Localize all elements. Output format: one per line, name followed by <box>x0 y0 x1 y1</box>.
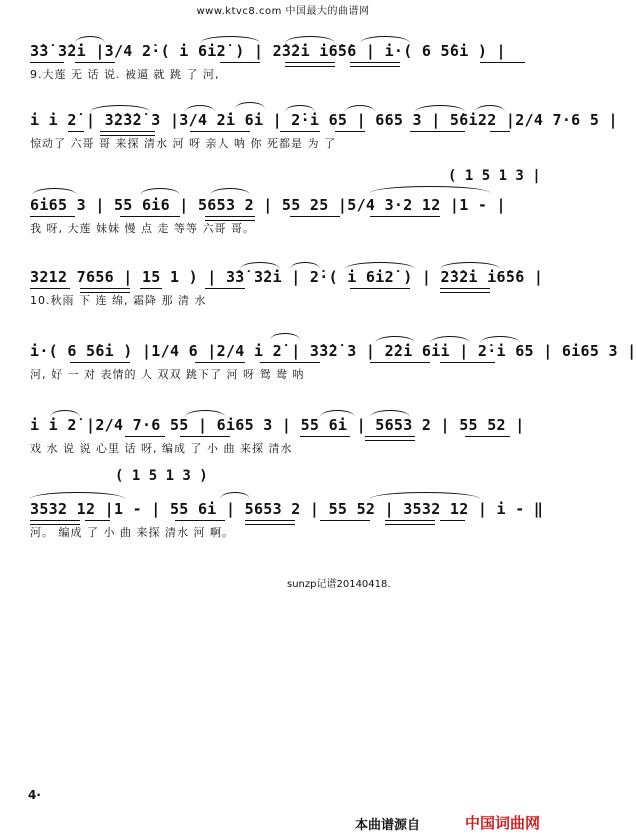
lyrics-line: 我 呀, 大莲 妹妹 慢 点 走 等等 六哥 哥。 <box>30 222 255 235</box>
notation-line: i i 2̇ | 3̇2̇3̇2̇ 3 |3/4 2̇i 6i | 2̇·i 65 | 665 3 | 5̇6i22 |2/4 7·6 5 | <box>30 111 618 129</box>
parenthetical-notes: ( 1 5 1 3 | <box>448 168 541 184</box>
site-header: www.ktvc8.com 中国最大的曲谱网 <box>196 6 370 17</box>
notation-line: i i 2̇ |2/4 7·6 55 | 6i65 3 | 55 6i | 5653 2 | 55 52 | <box>30 416 525 434</box>
lyrics-line: 惊动了 六哥 哥 来探 清水 河 呀 亲人 呐 你 死都是 为 了 <box>30 137 336 150</box>
footer-brand-link[interactable]: 中国词曲网 <box>465 814 541 832</box>
lyrics-line: 河, 好 一 对 表情的 人 双双 跳下了 河 呀 鸳 鸯 呐 <box>30 368 305 381</box>
notation-line: 6i65 3 | 55 6i6 | 5653 2 | 55 25 |5/4 3·2 12 |1 - | <box>30 196 506 214</box>
footer-source-label: 本曲谱源自 <box>355 818 421 833</box>
transcriber-credit: sunzp记谱20140418. <box>287 579 391 590</box>
notation-line: 3532 12 |1 - | 55 6i | 5653 2 | 55 52 | 3532 12 | i - ‖ <box>30 500 544 518</box>
page-number: 4· <box>28 788 41 802</box>
lyrics-line: 10.秋雨 下 连 绵, 霜降 那 清 水 <box>30 294 207 307</box>
notation-line: 3212 7656 | 15 1 ) | 3̇3̇ 3̇2̇i | 2̇·( i 6i2̇ ) | 2̇3̇2̇i i6̇5̇6 | <box>30 268 544 286</box>
lyrics-line: 河。 编成 了 小 曲 来探 清水 河 啊。 <box>30 526 234 539</box>
notation-line: 3̇3̇ 3̇2̇i |3/4 2̇·( i 6i2̇ ) | 2̇3̇2̇i i6̇5̇6 | i·( 6 5̇6i ) | <box>30 42 506 60</box>
lyrics-line: 戏 水 说 说 心里 话 呀, 编成 了 小 曲 来探 清水 <box>30 442 293 455</box>
parenthetical-notes: ( 1 5 1 3 ) <box>115 468 208 484</box>
notation-line: i·( 6 5̇6i ) |1/4 6 |2/4 i 2̇ | 3̇3̇2̇ 3 | 2̇2̇i 6ii | 2̇·i 65 | 6i65 3 | <box>30 342 637 360</box>
lyrics-line: 9.大莲 无 话 说. 被逼 就 跳 了 河, <box>30 68 220 81</box>
